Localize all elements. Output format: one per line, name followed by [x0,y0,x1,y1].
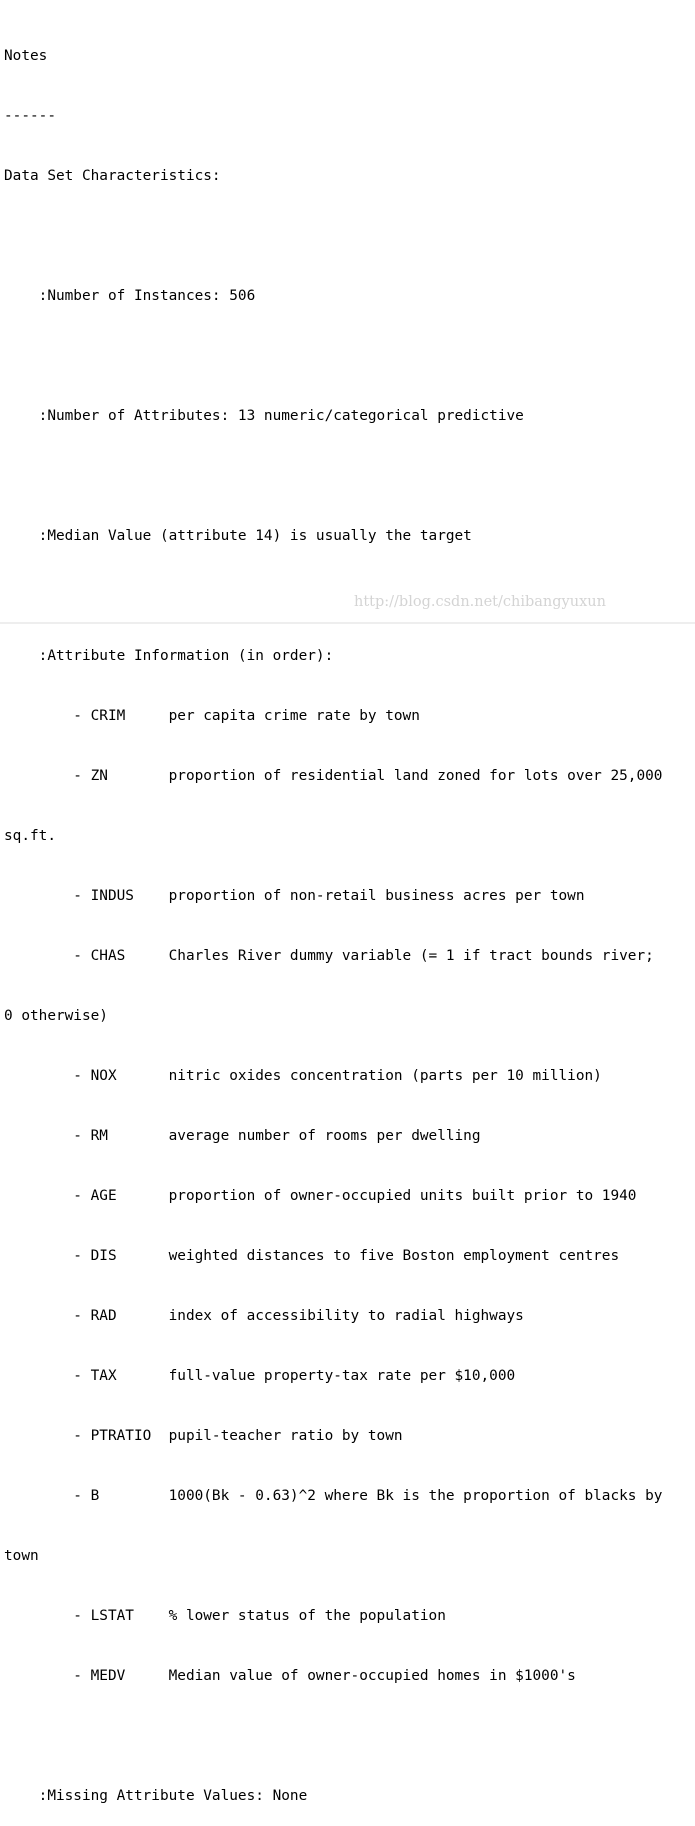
attribute-info-heading: :Attribute Information (in order): [4,648,334,664]
attribute-tax: - TAX full-value property-tax rate per $10,000 [4,1368,516,1384]
section-title: Data Set Characteristics: [4,168,221,184]
heading-underline: ------ [4,108,56,124]
attribute-b: - B 1000(Bk - 0.63)^2 where Bk is the proportion of blacks by [4,1488,663,1504]
missing-values-line: :Missing Attribute Values: None [4,1788,308,1804]
attribute-nox: - NOX nitric oxides concentration (parts per 10 million) [4,1068,602,1084]
attribute-indus: - INDUS proportion of non-retail business acres per town [4,888,585,904]
attribute-rm: - RM average number of rooms per dwelling [4,1128,481,1144]
attribute-rad: - RAD index of accessibility to radial highways [4,1308,524,1324]
attribute-zn-wrap: sq.ft. [4,828,56,844]
blank-line [4,346,662,366]
notes-heading: Notes [4,48,48,64]
attribute-medv: - MEDV Median value of owner-occupied homes in $1000's [4,1668,576,1684]
instances-line: :Number of Instances: 506 [4,288,256,304]
attribute-lstat: - LSTAT % lower status of the population [4,1608,446,1624]
attribute-ptratio: - PTRATIO pupil-teacher ratio by town [4,1428,403,1444]
attribute-crim: - CRIM per capita crime rate by town [4,708,420,724]
median-value-line: :Median Value (attribute 14) is usually the target [4,528,472,544]
document-text [4,6,662,1826]
attribute-dis: - DIS weighted distances to five Boston employment centres [4,1248,620,1264]
attribute-age: - AGE proportion of owner-occupied units built prior to 1940 [4,1188,637,1204]
bottom-divider [0,622,695,624]
blank-line [4,226,662,246]
watermark-url: http://blog.csdn.net/chibangyuxun [354,594,606,610]
attributes-count-line: :Number of Attributes: 13 numeric/categorical predictive [4,408,524,424]
blank-line [4,1726,662,1746]
blank-line [4,466,662,486]
attribute-chas-wrap: 0 otherwise) [4,1008,108,1024]
attribute-b-wrap: town [4,1548,39,1564]
attribute-zn: - ZN proportion of residential land zoned for lots over 25,000 [4,768,663,784]
attribute-chas: - CHAS Charles River dummy variable (= 1 if tract bounds river; [4,948,654,964]
